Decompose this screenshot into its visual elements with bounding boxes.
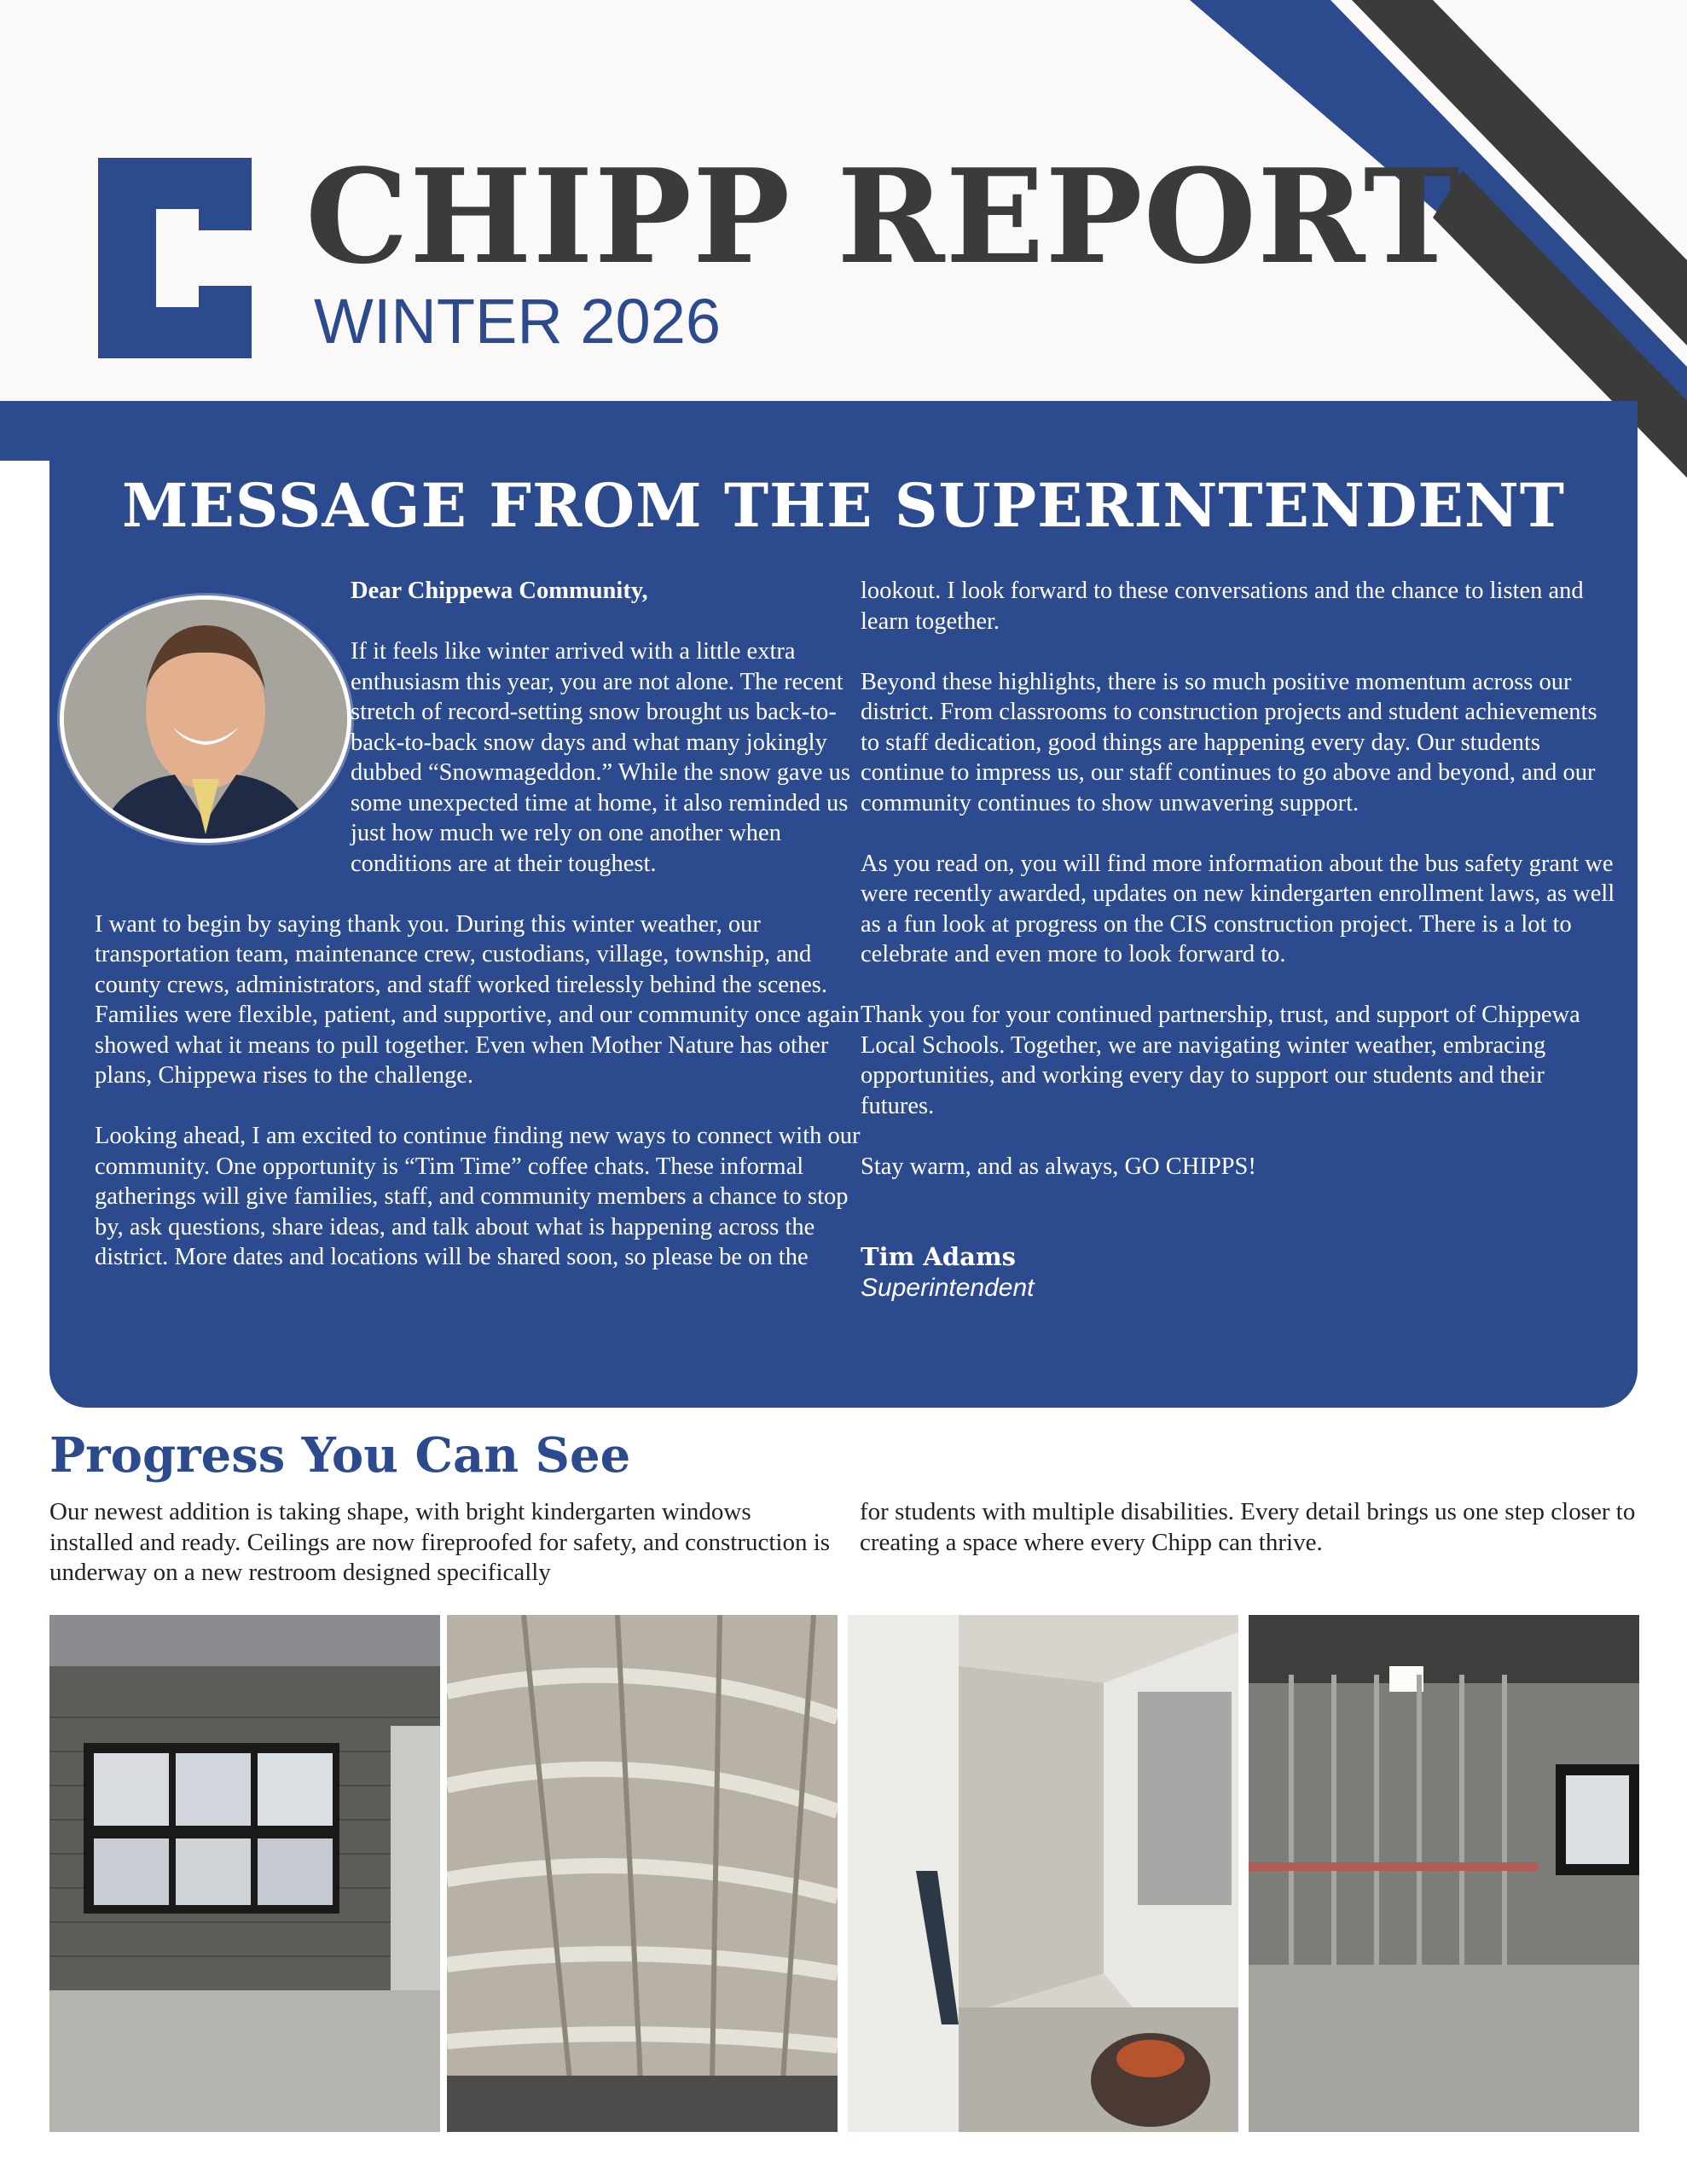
message-paragraph: lookout. I look forward to these conversations and the chance to listen and learn together. bbox=[861, 578, 1584, 635]
superintendent-message-panel bbox=[49, 401, 1638, 1408]
construction-photo-windows bbox=[49, 1615, 440, 2132]
signature-block bbox=[861, 1242, 1620, 1303]
message-heading: MESSAGE FROM THE SUPERINTENDENT bbox=[122, 470, 1565, 541]
progress-section-title: Progress You Can See bbox=[49, 1427, 631, 1484]
portrait-spacer bbox=[95, 576, 351, 870]
signature-name: Tim Adams bbox=[861, 1242, 1016, 1271]
message-paragraph: If it feels like winter arrived with a little extra enthusiasm this year, you are not alone. The recent stretch of record-setting snow brought us back-to-back-to-back snow days and what many jokingly dubbed “Snowmageddon.” While the snow gave us some unexpected time at home, it also reminded us just how much we rely on one another when conditions are at their toughest. bbox=[351, 638, 850, 877]
progress-text-left: Our newest addition is taking shape, with bright kindergarten windows installed and ready. Ceilings are now fireproofed for safety, and construction is underway on a new restroom designed specifically bbox=[49, 1498, 831, 1586]
message-paragraph: I want to begin by saying thank you. During this winter weather, our transportation team, maintenance crew, custodians, village, township, and county crews, administrators, and staff worked tirelessly behind the scenes. Families were flexible, patient, and supportive, and our community once again showed what it means to pull together. Even when Mother Nature has other plans, Chippewa rises to the challenge. bbox=[95, 910, 860, 1089]
salutation: Dear Chippewa Community, bbox=[351, 578, 648, 604]
message-paragraph: Stay warm, and as always, GO CHIPPS! bbox=[861, 1153, 1256, 1180]
message-column-left bbox=[95, 576, 871, 1303]
construction-photo-ceiling bbox=[447, 1615, 838, 2132]
newsletter-title: CHIPP REPORT bbox=[305, 140, 1461, 293]
progress-text-right: for students with multiple disabilities. Every detail brings us one step closer to creating a space where every Chipp can thrive. bbox=[860, 1498, 1636, 1556]
construction-photo-restroom bbox=[848, 1615, 1238, 2132]
construction-photo-classroom bbox=[1249, 1615, 1639, 2132]
message-paragraph: Beyond these highlights, there is so much positive momentum across our district. From classrooms to construction projects and student achievements to staff dedication, good things are happening every day. Our students continue to impress us, our staff continues to go above and beyond, and our community continues to show unwavering support. bbox=[861, 668, 1597, 816]
edition-label: WINTER 2026 bbox=[314, 286, 722, 357]
message-paragraph: Looking ahead, I am excited to continue finding new ways to connect with our community. One opportunity is “Tim Time” coffee chats. These informal gatherings will give families, staff, and community members a chance to stop by, ask questions, share ideas, and talk about what is happening across the district. More dates and locations will be shared soon, so please be on the bbox=[95, 1123, 861, 1270]
message-column-right bbox=[861, 576, 1620, 1303]
signature-title: Superintendent bbox=[861, 1273, 1035, 1302]
message-paragraph: As you read on, you will find more information about the bus safety grant we were recently awarded, updates on new kindergarten enrollment laws, as well as a fun look at progress on the CIS construction project. There is a lot to celebrate and even more to look forward to. bbox=[861, 850, 1615, 967]
chippewa-c-logo bbox=[98, 158, 252, 358]
message-paragraph: Thank you for your continued partnership, trust, and support of Chippewa Local Schools. Together, we are navigating winter weather, embracing opportunities, and working every day to support our students and their futures. bbox=[861, 1002, 1580, 1119]
